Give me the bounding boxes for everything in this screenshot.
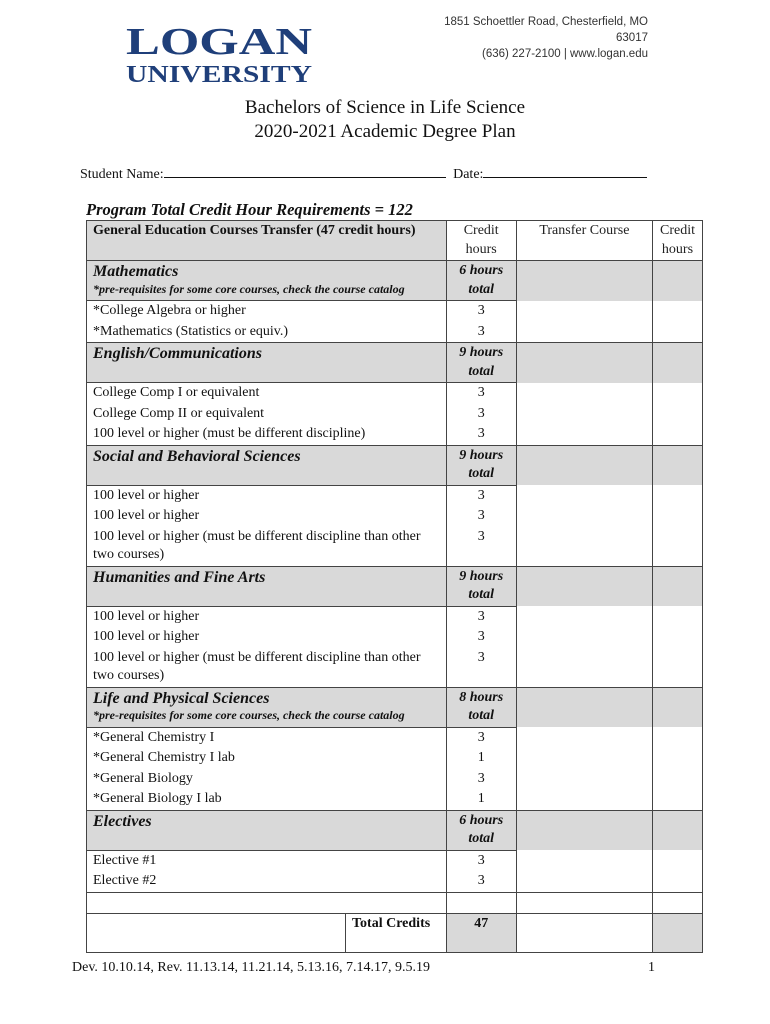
- total-transfer-cell[interactable]: [516, 914, 652, 953]
- section-cell: [87, 566, 447, 606]
- course-credits: 3: [446, 871, 516, 892]
- course-credits: 3: [446, 769, 516, 790]
- logo-line1: LOGAN: [126, 22, 312, 63]
- course-name: 100 level or higher: [87, 627, 447, 648]
- course-credits: 3: [446, 648, 516, 688]
- contact-line: (636) 227-2100 | www.logan.edu: [481, 48, 648, 60]
- header-transfer-course: Transfer Course: [516, 221, 652, 261]
- course-credits: 1: [446, 789, 516, 810]
- blank-cell: [652, 892, 702, 914]
- section-hours-total: total: [468, 363, 495, 379]
- transfer-course-field[interactable]: [516, 527, 652, 567]
- transfer-course-field[interactable]: [516, 301, 652, 322]
- section-row: [87, 343, 703, 383]
- section-row: [87, 261, 703, 301]
- transfer-credit-field[interactable]: [652, 850, 702, 871]
- header-credit-hours-2: Credit hours: [652, 221, 702, 261]
- course-row: [87, 527, 703, 567]
- header-courses: General Education Courses Transfer (47 credit hours): [87, 221, 447, 261]
- section-cell: [87, 687, 447, 727]
- transfer-credit-field[interactable]: [652, 527, 702, 567]
- header-credit-hours: Credit hours: [446, 221, 516, 261]
- course-row: [87, 769, 703, 790]
- course-credits: 1: [446, 748, 516, 769]
- section-transfer-cell: [516, 687, 652, 727]
- section-name: English/Communications: [93, 345, 262, 362]
- transfer-credit-field[interactable]: [652, 424, 702, 445]
- section-hours: 6 hours: [459, 263, 504, 278]
- transfer-credit-field[interactable]: [652, 727, 702, 748]
- transfer-course-field[interactable]: [516, 606, 652, 627]
- section-hours-cell: [446, 261, 516, 301]
- course-name: *General Biology: [87, 769, 447, 790]
- student-info-row: [80, 163, 647, 183]
- section-credit-cell: [652, 687, 702, 727]
- logo-line2: UNIVERSITY: [126, 62, 312, 86]
- student-name-label: Student Name:: [80, 167, 164, 182]
- course-credits: 3: [446, 627, 516, 648]
- course-name: 100 level or higher: [87, 506, 447, 527]
- transfer-credit-field[interactable]: [652, 485, 702, 506]
- transfer-course-field[interactable]: [516, 850, 652, 871]
- section-hours-total: total: [468, 831, 495, 846]
- student-name-field[interactable]: [164, 163, 446, 178]
- section-row: [87, 566, 703, 606]
- transfer-course-field[interactable]: [516, 322, 652, 343]
- course-name: *College Algebra or higher: [87, 301, 447, 322]
- course-row: [87, 383, 703, 404]
- course-credits: 3: [446, 727, 516, 748]
- transfer-credit-field[interactable]: [652, 789, 702, 810]
- section-name: Social and Behavioral Sciences: [93, 447, 301, 465]
- course-credits: 3: [446, 606, 516, 627]
- course-credits: 3: [446, 322, 516, 343]
- transfer-credit-field[interactable]: [652, 322, 702, 343]
- address-line: 1851 Schoettler Road, Chesterfield, MO 63017: [444, 16, 648, 44]
- section-transfer-cell: [516, 810, 652, 850]
- table-header-row: [87, 221, 703, 261]
- section-credit-cell: [652, 566, 702, 606]
- transfer-course-field[interactable]: [516, 648, 652, 688]
- total-credits-value: 47: [446, 914, 516, 953]
- total-row: [87, 914, 703, 953]
- course-name: 100 level or higher (must be different discipline than other two courses): [87, 648, 447, 688]
- course-credits: 3: [446, 301, 516, 322]
- section-hours-cell: [446, 445, 516, 485]
- section-transfer-cell: [516, 445, 652, 485]
- total-spacer: [87, 914, 346, 952]
- section-row: [87, 810, 703, 850]
- section-hours: 8 hours: [459, 689, 504, 705]
- transfer-course-field[interactable]: [516, 871, 652, 892]
- course-credits: 3: [446, 506, 516, 527]
- transfer-course-field[interactable]: [516, 748, 652, 769]
- blank-cell: [446, 892, 516, 914]
- course-credits: 3: [446, 424, 516, 445]
- course-row: [87, 606, 703, 627]
- section-hours-total: total: [468, 708, 495, 723]
- total-label-cell: [87, 914, 447, 953]
- transfer-credit-field[interactable]: [652, 383, 702, 404]
- course-name: College Comp I or equivalent: [87, 383, 447, 404]
- document-subtitle: 2020-2021 Academic Degree Plan: [254, 121, 516, 142]
- section-hours-cell: [446, 343, 516, 383]
- course-row: [87, 301, 703, 322]
- section-transfer-cell: [516, 343, 652, 383]
- transfer-credit-field[interactable]: [652, 627, 702, 648]
- course-name: *Mathematics (Statistics or equiv.): [87, 322, 447, 343]
- section-note: *pre-requisites for some core courses, check the course catalog: [93, 281, 405, 296]
- section-name: Electives: [93, 812, 152, 830]
- date-field[interactable]: [483, 163, 647, 178]
- course-row: [87, 506, 703, 527]
- total-credits-label: Total Credits: [352, 916, 431, 931]
- transfer-credit-field[interactable]: [652, 648, 702, 688]
- transfer-credit-field[interactable]: [652, 871, 702, 892]
- section-hours-total: total: [468, 281, 495, 297]
- section-transfer-cell: [516, 261, 652, 301]
- total-credit-cell[interactable]: [652, 914, 702, 953]
- course-name: Elective #2: [87, 871, 447, 892]
- transfer-course-field[interactable]: [516, 769, 652, 790]
- section-hours: 6 hours: [459, 812, 504, 828]
- transfer-course-field[interactable]: [516, 506, 652, 527]
- blank-cell: [516, 892, 652, 914]
- course-name: *General Chemistry I lab: [87, 748, 447, 769]
- course-name: College Comp II or equivalent: [87, 404, 447, 425]
- program-total-heading: Program Total Credit Hour Requirements = 122: [86, 200, 413, 219]
- course-name: *General Chemistry I: [87, 727, 447, 748]
- address-block: [420, 14, 648, 62]
- section-credit-cell: [652, 261, 702, 301]
- course-row: [87, 727, 703, 748]
- course-row: [87, 648, 703, 688]
- section-name: Humanities and Fine Arts: [93, 568, 266, 586]
- course-credits: 3: [446, 383, 516, 404]
- course-row: [87, 322, 703, 343]
- date-label: Date:: [453, 167, 484, 182]
- section-row: [87, 445, 703, 485]
- transfer-credit-field[interactable]: [652, 769, 702, 790]
- course-credits: 3: [446, 850, 516, 871]
- blank-row: [87, 892, 703, 914]
- transfer-credit-field[interactable]: [652, 404, 702, 425]
- section-hours-cell: [446, 810, 516, 850]
- document-title: Bachelors of Science in Life Science: [244, 97, 526, 118]
- logo-wordmark: [126, 22, 316, 86]
- transfer-credit-field[interactable]: [652, 506, 702, 527]
- section-cell: [87, 261, 447, 301]
- course-credits: 3: [446, 404, 516, 425]
- section-cell: [87, 810, 447, 850]
- course-row: [87, 424, 703, 445]
- transfer-credit-field[interactable]: [652, 748, 702, 769]
- degree-plan-table: [86, 220, 703, 953]
- transfer-course-field[interactable]: [516, 789, 652, 810]
- total-label-wrap: [87, 914, 446, 952]
- section-hours-total: total: [468, 466, 495, 481]
- transfer-course-field[interactable]: [516, 627, 652, 648]
- section-cell: [87, 343, 447, 383]
- course-name: 100 level or higher: [87, 485, 447, 506]
- course-row: [87, 789, 703, 810]
- section-transfer-cell: [516, 566, 652, 606]
- course-credits: 3: [446, 527, 516, 567]
- section-row: [87, 687, 703, 727]
- course-name: 100 level or higher (must be different discipline than other two courses): [87, 527, 447, 567]
- page-number: 1: [648, 960, 655, 975]
- section-credit-cell: [652, 810, 702, 850]
- section-credit-cell: [652, 445, 702, 485]
- section-hours: 9 hours: [459, 447, 504, 463]
- section-credit-cell: [652, 343, 702, 383]
- section-hours-total: total: [468, 587, 495, 602]
- transfer-course-field[interactable]: [516, 424, 652, 445]
- section-name: Mathematics: [93, 263, 179, 280]
- section-hours-cell: [446, 566, 516, 606]
- course-row: [87, 485, 703, 506]
- course-row: [87, 627, 703, 648]
- logan-university-logo: [126, 22, 316, 86]
- course-name: 100 level or higher (must be different discipline): [87, 424, 447, 445]
- course-row: [87, 404, 703, 425]
- transfer-course-field[interactable]: [516, 404, 652, 425]
- section-note: *pre-requisites for some core courses, check the course catalog: [93, 708, 405, 722]
- course-row: [87, 850, 703, 871]
- course-name: Elective #1: [87, 850, 447, 871]
- transfer-course-field[interactable]: [516, 727, 652, 748]
- section-name: Life and Physical Sciences: [93, 689, 270, 707]
- revision-footer: Dev. 10.10.14, Rev. 11.13.14, 11.21.14, 5.13.16, 7.14.17, 9.5.19: [72, 960, 431, 975]
- blank-cell: [87, 892, 447, 914]
- transfer-credit-field[interactable]: [652, 606, 702, 627]
- transfer-course-field[interactable]: [516, 383, 652, 404]
- course-name: 100 level or higher: [87, 606, 447, 627]
- section-cell: [87, 445, 447, 485]
- section-hours: 9 hours: [459, 568, 504, 584]
- transfer-credit-field[interactable]: [652, 301, 702, 322]
- course-row: [87, 748, 703, 769]
- section-hours-cell: [446, 687, 516, 727]
- section-hours: 9 hours: [459, 345, 504, 360]
- course-row: [87, 871, 703, 892]
- course-name: *General Biology I lab: [87, 789, 447, 810]
- transfer-course-field[interactable]: [516, 485, 652, 506]
- course-credits: 3: [446, 485, 516, 506]
